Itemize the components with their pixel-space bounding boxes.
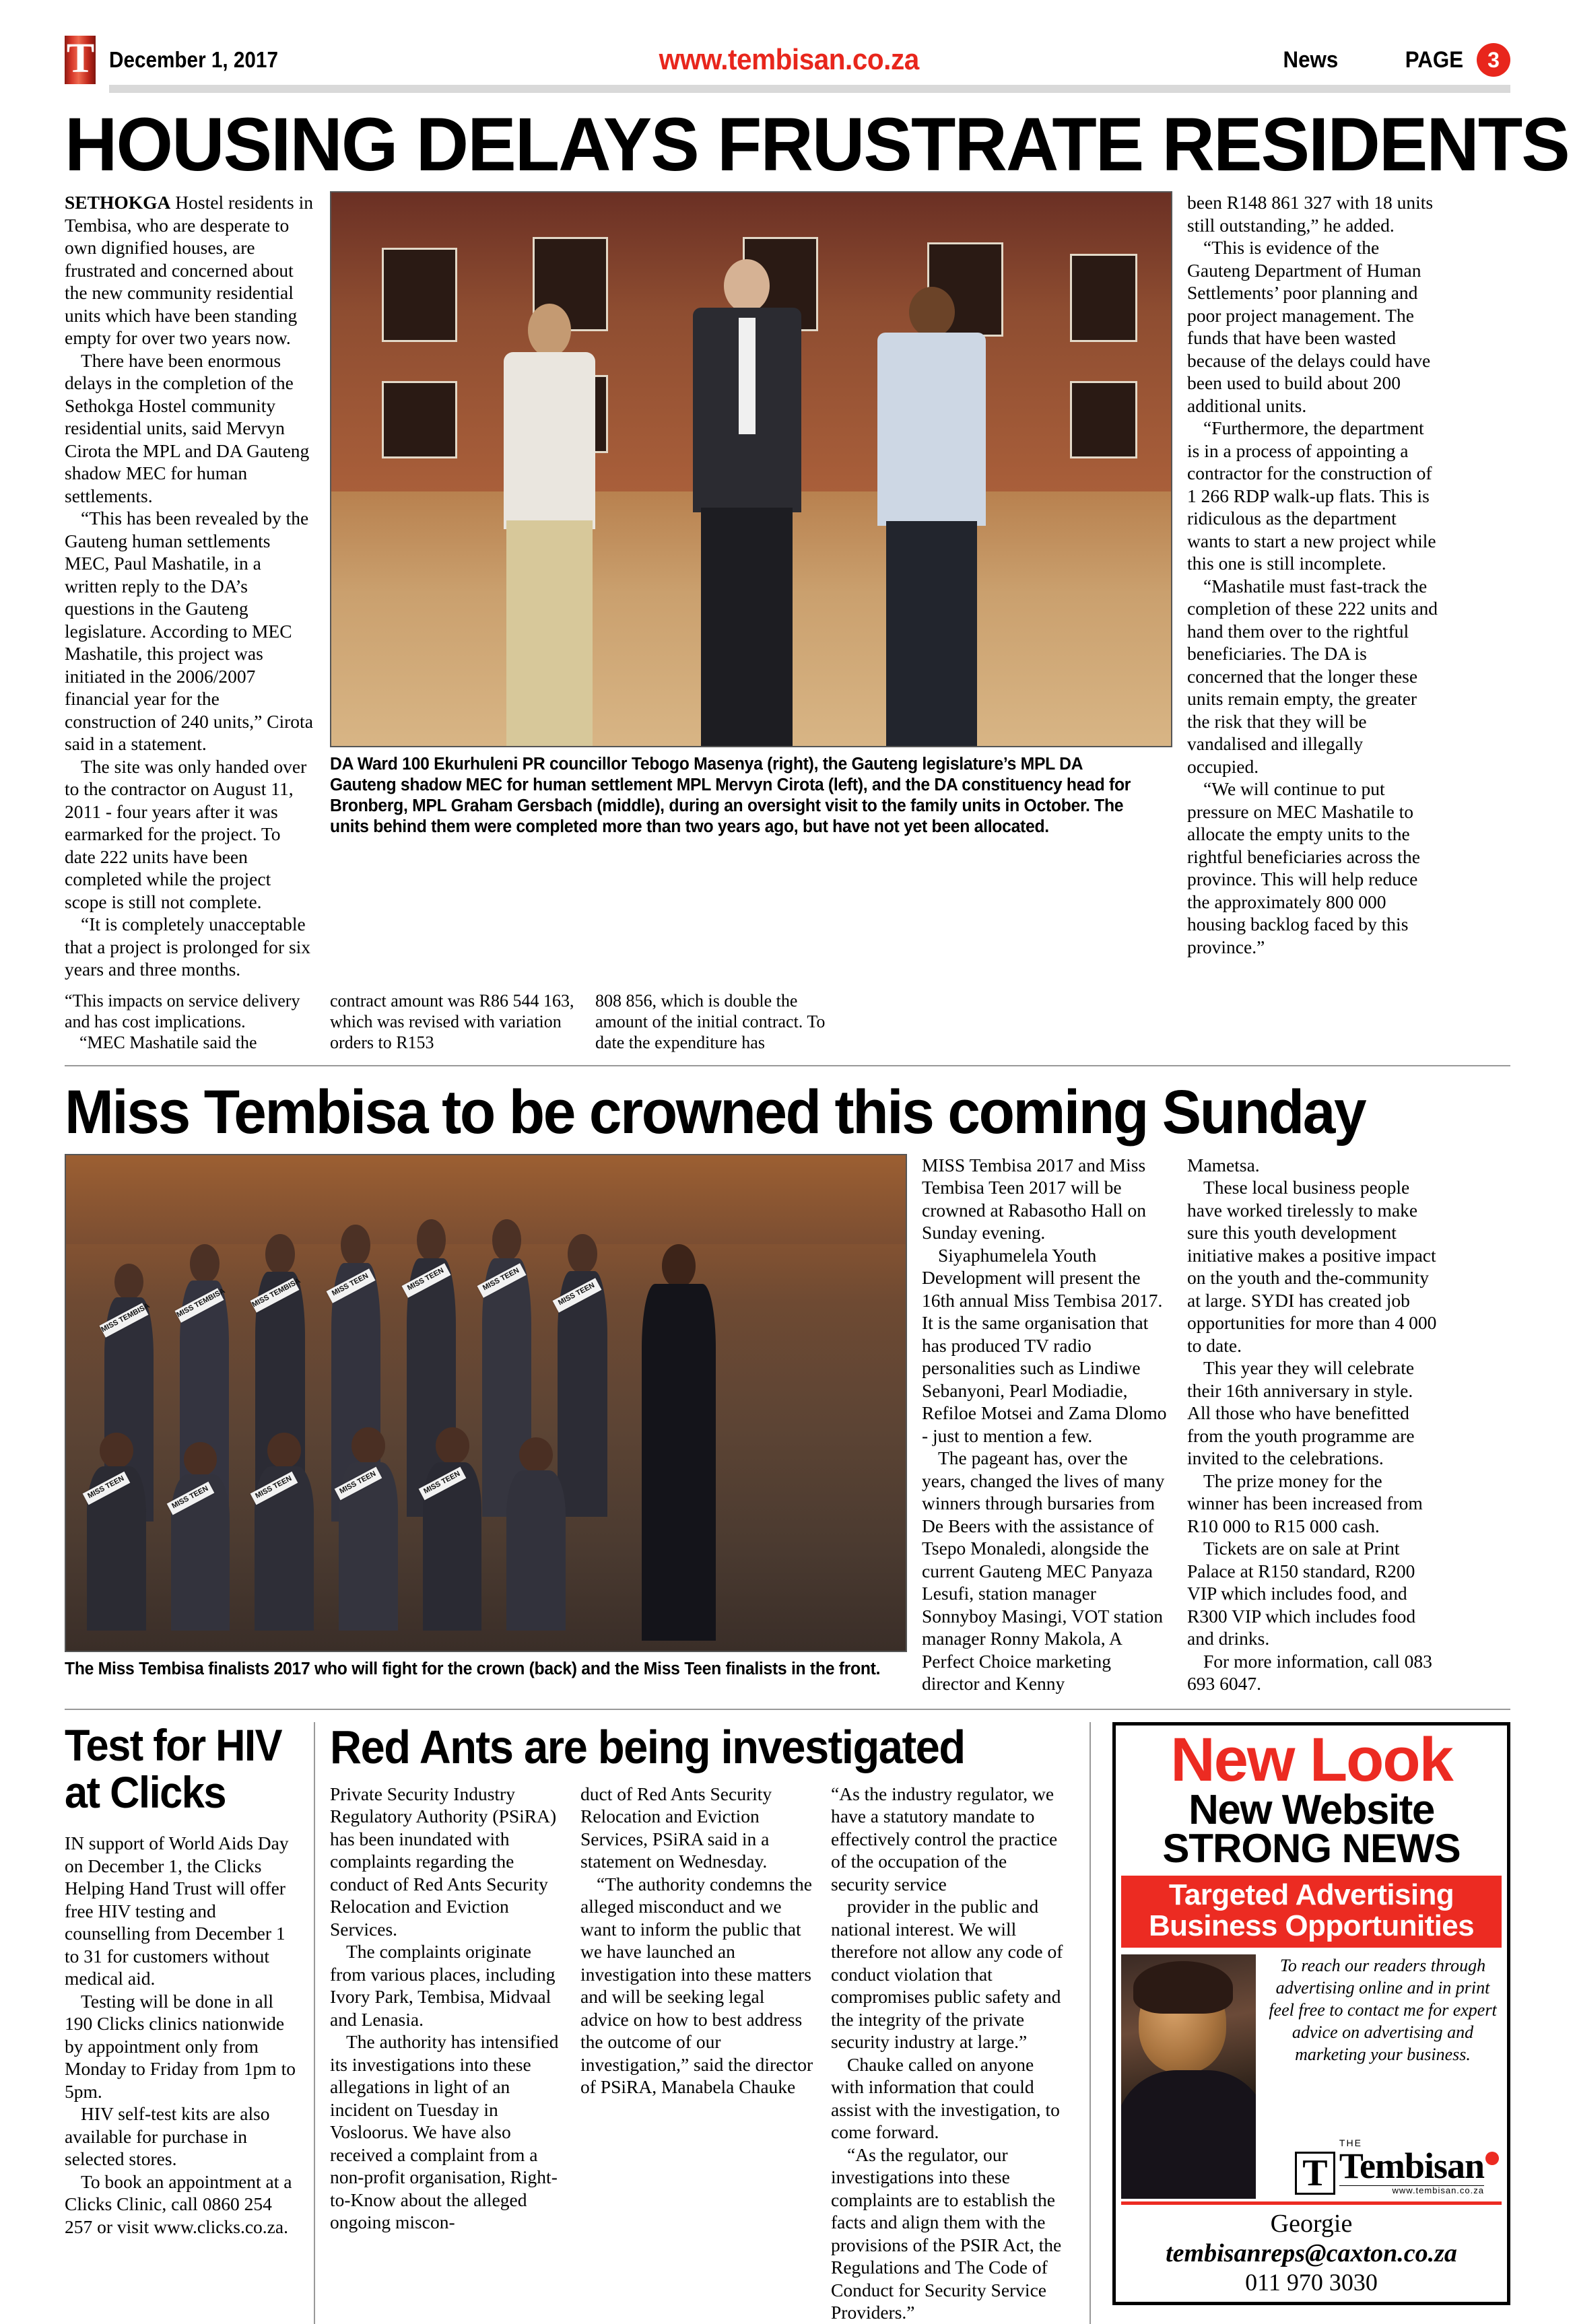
article1-bottom-col-4-spacer	[861, 990, 1111, 1053]
masthead-section: News	[1283, 46, 1339, 73]
paragraph: contract amount was R86 544 163, which was revised with variation orders to R153	[330, 990, 574, 1052]
sash-label: MISS TEMBISA	[100, 1301, 152, 1334]
paragraph: The site was only handed over to the contractor on August 11, 2011 - four years after it was earmarked for the project. To date 222 units have been completed while the project scope is still not complete.	[65, 755, 307, 912]
paragraph: IN support of World Aids Day on December 1, the Clicks Helping Hand Trust will offer free HIV testing and counselling from December 1 to 31 for customers without medical aid.	[65, 1833, 289, 1989]
section-divider	[65, 1065, 1510, 1066]
paragraph: provider in the public and national interest. We will therefore not allow any code of conduct violation that compromises public safety and the integrity of the private security industry at large.”	[831, 1896, 1063, 2053]
paragraph: HIV self-test kits are also available for purchase in selected stores.	[65, 2103, 270, 2170]
paragraph: These local business people have worked tirelessly to make sure this youth development initiative makes a positive impact on the youth and the-community at large. SYDI has created job opportunities for more than 4 000 to date.	[1187, 1177, 1437, 1356]
sash-label: MISS TEEN	[86, 1474, 126, 1501]
article1-column-right	[1187, 191, 1438, 981]
article1-headline: HOUSING DELAYS FRUSTRATE RESIDENTS	[65, 102, 1569, 186]
sash-label: MISS TEMBISA	[250, 1276, 302, 1309]
tembisan-logo-icon	[65, 36, 96, 84]
paragraph: The authority has intensified its investigations into these allegations in light of an incident on Tuesday in Vosloorus. We have also received a complaint from a non-profit organisation, Right-to-Know about the alleged ongoing miscon-	[330, 2031, 559, 2233]
paragraph: For more information, call 083 693 6047.	[1187, 1650, 1432, 1695]
ad-contact-phone[interactable]: 011 970 3030	[1245, 2268, 1378, 2296]
article2-column-1	[922, 1154, 1172, 1695]
article2-column-2	[1187, 1154, 1438, 1695]
ad-logo-url: www.tembisan.co.za	[1339, 2185, 1484, 2195]
sash-label: MISS TEEN	[254, 1474, 294, 1501]
sash-label: MISS TEEN	[405, 1266, 445, 1293]
paragraph: “Furthermore, the department is in a process of appointing a contractor for the construction of 1 266 RDP walk-up flats. This is ridiculous as the department wants to start a new project while this one is still incomplete.	[1187, 417, 1436, 574]
ad-headline-strongnews: STRONG NEWS	[1162, 1825, 1461, 1871]
ad-logo-name: Tembisan	[1339, 2145, 1484, 2186]
paragraph-rest: Hostel residents in Tembisa, who are desperate to own dignified houses, are frustrated and concerned about the new community residential units which have been standing empty for over two years now.	[65, 192, 313, 349]
article1-bottom-columns	[65, 990, 1510, 1053]
masthead-rule	[109, 85, 1510, 93]
ad-logo-text	[1339, 2138, 1484, 2195]
article3-headline-line1: Test for HIV	[65, 1719, 282, 1770]
ad-headline-newlook: New Look	[1170, 1725, 1452, 1794]
paragraph: “It is completely unacceptable that a project is prolonged for six years and three months.	[65, 914, 311, 980]
masthead-website[interactable]: www.tembisan.co.za	[659, 43, 919, 76]
ad-headline-newwebsite: New Website	[1188, 1786, 1434, 1833]
ad-band-line2: Business Opportunities	[1148, 1909, 1475, 1942]
article2-photo-caption: The Miss Tembisa finalists 2017 who will fight for the crown (back) and the Miss Teen finalists in the front.	[65, 1659, 881, 1678]
paragraph: duct of Red Ants Security Relocation and Eviction Services, PSiRA said in a statement on Wednesday.	[580, 1783, 772, 1872]
ad-tembisan-logo	[1264, 2138, 1502, 2199]
paragraph: 808 856, which is double the amount of the initial contract. To date the expenditure has	[595, 990, 826, 1052]
article4-column-2	[580, 1783, 816, 2324]
masthead	[65, 0, 1510, 81]
paragraph: been R148 861 327 with 18 units still outstanding,” he added.	[1187, 192, 1434, 236]
article1-bottom-col-2	[330, 990, 580, 1053]
paragraph: “This impacts on service delivery and has cost implications.	[65, 990, 300, 1031]
sash-label: MISS TEEN	[481, 1266, 521, 1293]
sash-label: MISS TEEN	[330, 1271, 370, 1298]
paragraph: “The authority condemns the alleged misconduct and we want to inform the public that we have launched an investigation into these matters and will be seeking legal advice on how to best address the outcome of our investigation,” said the director of PSiRA, Manabela Chauke	[580, 1873, 813, 2098]
article1-lead-word: SETHOKGA	[65, 192, 171, 213]
paragraph: Testing will be done in all 190 Clicks clinics nationwide by appointment only from Monday to Friday from 1pm to 5pm.	[65, 1990, 296, 2102]
article1-photo-caption: DA Ward 100 Ekurhuleni PR councillor Tebogo Masenya (right), the Gauteng legislature’s MPL DA Gauteng shadow MEC for human settlement MPL Mervyn Cirota (left), and the DA constituency head for Bronberg, MPL Graham Gersbach (middle), during an oversight visit to the family units in October. The units behind them were completed more than two years ago, but have not yet been allocated.	[330, 755, 1131, 837]
paragraph: The prize money for the winner has been increased from R10 000 to R15 000 cash.	[1187, 1470, 1423, 1536]
logo-letter: T	[66, 36, 94, 81]
ad-copy-text: To reach our readers through advertising online and in print feel free to contact me for expert advice on advertising and marketing your business.	[1269, 1956, 1497, 2065]
paragraph: “As the regulator, our investigations into these complaints are to establish the facts and align them with the provisions of the PSIR Act, the Regulations and The Code of Conduct for Security Service Providers.”	[831, 2144, 1062, 2323]
ad-band-line1: Targeted Advertising	[1168, 1878, 1454, 1911]
article2-photo	[65, 1154, 907, 1652]
ad-logo-dot-icon	[1485, 2152, 1499, 2165]
article4-column-3	[831, 1783, 1067, 2324]
advertisement[interactable]	[1106, 1722, 1510, 2324]
sash-label: MISS TEEN	[557, 1281, 597, 1307]
paragraph: “This is evidence of the Gauteng Department of Human Settlements’ poor planning and poor project management. The funds that have been wasted because of the delays could have been used to build about 200 additional units.	[1187, 237, 1431, 416]
paragraph: The pageant has, over the years, changed the lives of many winners through bursaries from De Beers with the assistance of Tsepo Monaledi, alongside the current Gauteng MEC Panyaza Lesufi, station manager Sonnyboy Masingi, VOT station manager Ronny Makola, A Perfect Choice marketing director and Kenny	[922, 1447, 1165, 1695]
ad-red-band	[1121, 1876, 1502, 1948]
article4-headline: Red Ants are being investigated	[330, 1720, 965, 1773]
paragraph: To book an appointment at a Clicks Clinic, call 0860 254 257 or visit www.clicks.co.za.	[65, 2171, 292, 2237]
article4-columns	[330, 1783, 1076, 2324]
paragraph: Private Security Industry Regulatory Authority (PSiRA) has been inundated with complaints regarding the conduct of Red Ants Security Relocation and Eviction Services.	[330, 1783, 557, 1940]
paragraph: This year they will celebrate their 16th anniversary in style. All those who have benefitted from the youth programme are invited to the celebrations.	[1187, 1357, 1415, 1469]
page-number-badge: 3	[1477, 43, 1510, 77]
article1-bottom-col-1	[65, 990, 315, 1053]
article1-bottom-col-3	[595, 990, 846, 1053]
article1-top-layout	[65, 191, 1510, 981]
paragraph: “MEC Mashatile said the	[79, 1032, 257, 1052]
ad-copy	[1256, 1954, 1502, 2198]
article3	[65, 1719, 315, 2324]
paragraph: “This has been revealed by the Gauteng human settlements MEC, Paul Mashatile, in a written reply to the DA’s questions in the Gauteng legislature. According to MEC Mashatile, this project was initiated in the 2006/2007 financial year for the construction of 240 units,” Cirota said in a statement.	[65, 508, 313, 755]
ad-hair-shape	[1133, 1961, 1233, 2014]
article4-column-1	[330, 1783, 566, 2324]
paragraph: “We will continue to put pressure on MEC Mashatile to allocate the empty units to the rightful beneficiaries across the province. This will help reduce the approximately 800 000 housing backlog faced by this province.”	[1187, 778, 1420, 957]
article3-headline-line2: at Clicks	[65, 1767, 226, 1817]
masthead-date: December 1, 2017	[109, 47, 278, 72]
ad-rep-photo	[1121, 1954, 1256, 2198]
sash-label: MISS TEEN	[338, 1469, 378, 1496]
article1-column-1	[65, 191, 315, 981]
article4	[330, 1722, 1091, 2324]
paragraph: The complaints originate from various places, including Ivory Park, Tembisa, Midvaal and Lenasia.	[330, 1941, 556, 2030]
article1-photo-block	[330, 191, 1172, 981]
ad-logo-letter-box	[1295, 2152, 1335, 2195]
ad-middle	[1121, 1954, 1502, 2198]
article2-headline: Miss Tembisa to be crowned this coming Sunday	[65, 1077, 1366, 1147]
sash-label: MISS TEEN	[422, 1469, 462, 1496]
paragraph: Chauke called on anyone with information that could assist with the investigation, to come forward.	[831, 2053, 1060, 2143]
ad-contact	[1121, 2205, 1502, 2296]
paragraph: Tickets are on sale at Print Palace at R150 standard, R200 VIP which includes food, and R300 VIP which includes food and drinks.	[1187, 1538, 1416, 1649]
ad-contact-name: Georgie	[1270, 2209, 1353, 2238]
article1-photo	[330, 191, 1172, 747]
ad-contact-email[interactable]: tembisanreps@caxton.co.za	[1166, 2238, 1457, 2267]
paragraph: MISS Tembisa 2017 and Miss Tembisa Teen 2017 will be crowned at Rabasotho Hall on Sunday evening.	[922, 1154, 1146, 1243]
ad-box[interactable]	[1112, 1722, 1510, 2305]
paragraph: Siyaphumelela Youth Development will present the 16th annual Miss Tembisa 2017. It is the same organisation that has produced TV radio personalities such as Lindiwe Sebanyoni, Pearl Modiadie, Refiloe Motsei and Zama Dlomo - just to mention a few.	[922, 1244, 1167, 1446]
sash-label: MISS TEEN	[170, 1484, 209, 1511]
article2-photo-block	[65, 1154, 907, 1695]
sash-label: MISS TEMBISA	[175, 1287, 227, 1320]
paragraph	[65, 191, 315, 349]
article2	[65, 1077, 1510, 1695]
paragraph: “Mashatile must fast-track the completion of these 222 units and hand them over to the rightful beneficiaries. The DA is concerned that the longer these units remain empty, the greater the risk that they will be vandalised and illegally occupied.	[1187, 575, 1438, 777]
ad-body-shape	[1121, 2070, 1256, 2198]
masthead-page-label: PAGE	[1405, 46, 1464, 73]
ad-logo-letter: T	[1302, 2152, 1328, 2194]
paragraph: Mametsa.	[1187, 1154, 1260, 1175]
paragraph: There have been enormous delays in the completion of the Sethokga Hostel community residential units, said Mervyn Cirota the MPL and DA Gauteng shadow MEC for human settlements.	[65, 349, 310, 506]
bottom-section	[65, 1709, 1510, 2324]
ad-logo-the: THE	[1339, 2137, 1362, 2148]
article2-layout	[65, 1154, 1510, 1695]
article3-body	[65, 1832, 300, 2238]
paragraph: “As the industry regulator, we have a statutory mandate to effectively control the practice of the occupation of the security service	[831, 1783, 1058, 1894]
